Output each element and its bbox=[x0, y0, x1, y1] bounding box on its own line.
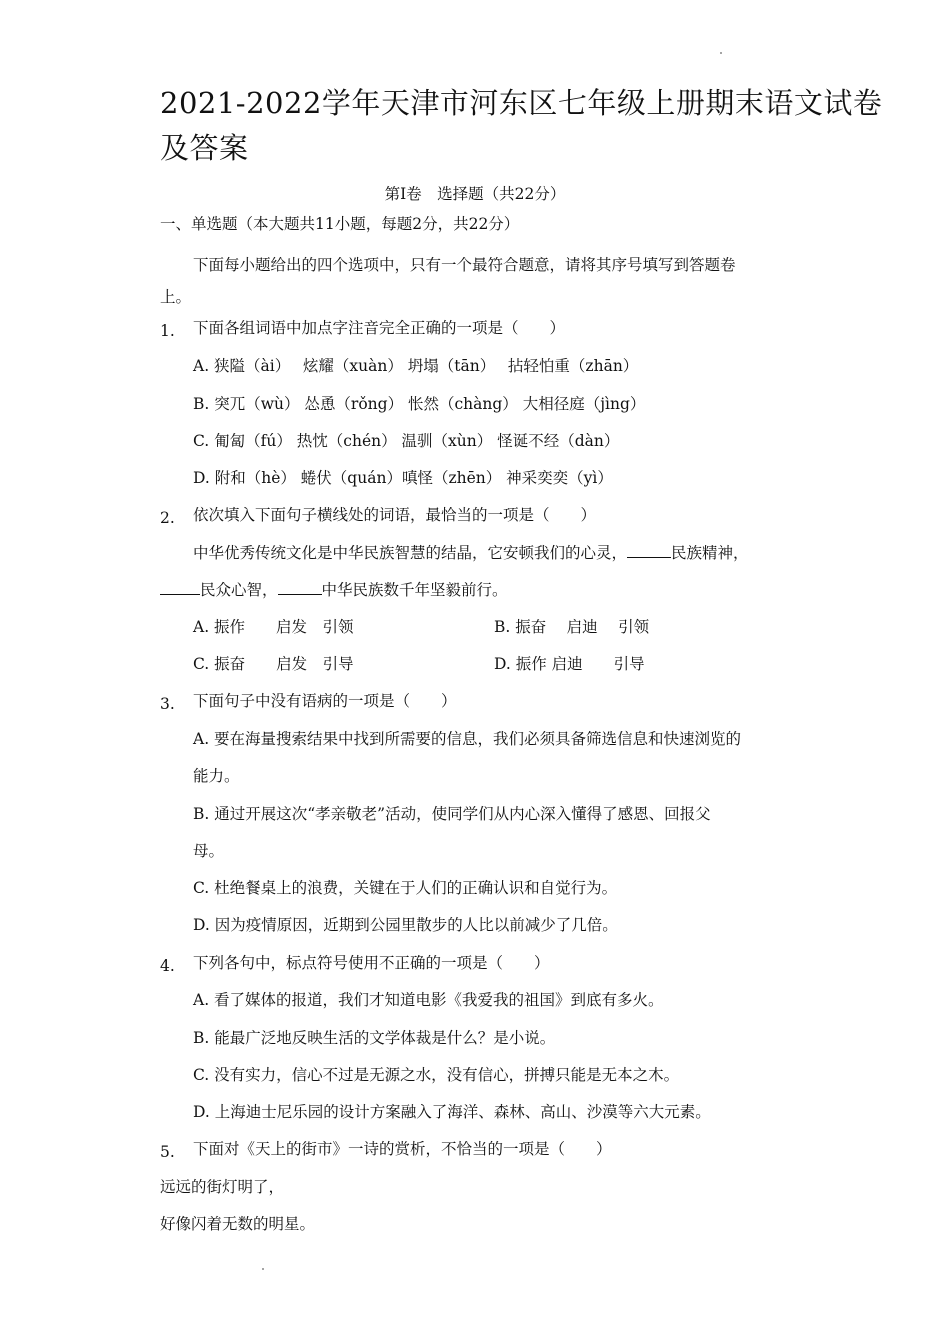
option-d: D. 附和（hè） 蜷伏（quán）嗔怪（zhēn） 神采奕奕（yì） bbox=[193, 469, 613, 487]
instructions-line1: 下面每小题给出的四个选项中，只有一个最符合题意，请将其序号填写到答题卷 bbox=[193, 256, 736, 274]
option-c: C. 杜绝餐桌上的浪费，关键在于人们的正确认识和自觉行为。 bbox=[193, 879, 618, 897]
question-number: 5. bbox=[160, 1143, 175, 1161]
question-number: 1. bbox=[160, 322, 175, 340]
passage-line2 bbox=[160, 579, 508, 601]
answer-blank bbox=[278, 579, 322, 595]
question-number: 2. bbox=[160, 509, 175, 527]
passage-line1 bbox=[193, 542, 749, 564]
passage-text: 民族精神， bbox=[671, 544, 749, 562]
document-title-line1: 2021-2022学年天津市河东区七年级上册期末语文试卷 bbox=[160, 86, 883, 120]
passage-text: 民众心智， bbox=[200, 581, 278, 599]
option-c: C. 没有实力，信心不过是无源之水，没有信心，拼搏只能是无本之木。 bbox=[193, 1066, 680, 1084]
option-b-line1: B. 通过开展这次“孝亲敬老”活动，使同学们从内心深入懂得了感恩、回报父 bbox=[193, 805, 711, 823]
option-a-line2: 能力。 bbox=[193, 767, 240, 785]
option-c: C. 匍匐（fú） 热忱（chén） 温驯（xùn） 怪诞不经（dàn） bbox=[193, 432, 620, 450]
poem-line1: 远远的街灯明了， bbox=[160, 1178, 285, 1196]
question-stem: 下面对《天上的街市》一诗的赏析，不恰当的一项是（ ） bbox=[193, 1140, 612, 1158]
option-a: A. 狭隘（ài） 炫耀（xuàn） 坍塌（tān） 拈轻怕重（zhān） bbox=[193, 357, 639, 375]
poem-line2: 好像闪着无数的明星。 bbox=[160, 1215, 316, 1233]
option-b-line2: 母。 bbox=[193, 842, 225, 860]
scan-speck bbox=[720, 52, 722, 54]
question-number: 4. bbox=[160, 957, 175, 975]
question-stem: 下面句子中没有语病的一项是（ ） bbox=[193, 692, 457, 710]
instructions-line2: 上。 bbox=[160, 288, 192, 306]
option-d: D. 振作 启迪 引导 bbox=[494, 655, 645, 673]
option-d: D. 因为疫情原因，近期到公园里散步的人比以前减少了几倍。 bbox=[193, 916, 618, 934]
document-title-line2: 及答案 bbox=[160, 131, 249, 165]
option-b: B. 能最广泛地反映生活的文学体裁是什么？是小说。 bbox=[193, 1029, 556, 1047]
option-a: A. 看了媒体的报道，我们才知道电影《我爱我的祖国》到底有多火。 bbox=[193, 991, 664, 1009]
option-a: A. 振作 启发 引领 bbox=[193, 618, 354, 636]
question-number: 3. bbox=[160, 695, 175, 713]
part1-heading: 一、单选题（本大题共11小题，每题2分，共22分） bbox=[160, 215, 520, 233]
scan-speck bbox=[262, 1268, 264, 1270]
passage-text: 中华优秀传统文化是中华民族智慧的结晶，它安顿我们的心灵， bbox=[193, 544, 628, 562]
option-b: B. 振奋 启迪 引领 bbox=[494, 618, 650, 636]
option-b: B. 突兀（wù） 怂恿（rǒng） 怅然（chàng） 大相径庭（jìng） bbox=[193, 395, 646, 413]
section-header: 第Ⅰ卷 选择题（共22分） bbox=[384, 185, 566, 203]
passage-text: 中华民族数千年坚毅前行。 bbox=[321, 581, 508, 599]
question-stem: 下列各句中，标点符号使用不正确的一项是（ ） bbox=[193, 954, 550, 972]
question-stem: 依次填入下面句子横线处的词语，最恰当的一项是（ ） bbox=[193, 506, 597, 524]
option-a-line1: A. 要在海量搜索结果中找到所需要的信息，我们必须具备筛选信息和快速浏览的 bbox=[193, 730, 742, 748]
question-stem: 下面各组词语中加点字注音完全正确的一项是（ ） bbox=[193, 319, 566, 337]
option-c: C. 振奋 启发 引导 bbox=[193, 655, 354, 673]
option-d: D. 上海迪士尼乐园的设计方案融入了海洋、森林、高山、沙漠等六大元素。 bbox=[193, 1103, 711, 1121]
answer-blank bbox=[627, 542, 671, 558]
answer-blank bbox=[160, 579, 200, 595]
